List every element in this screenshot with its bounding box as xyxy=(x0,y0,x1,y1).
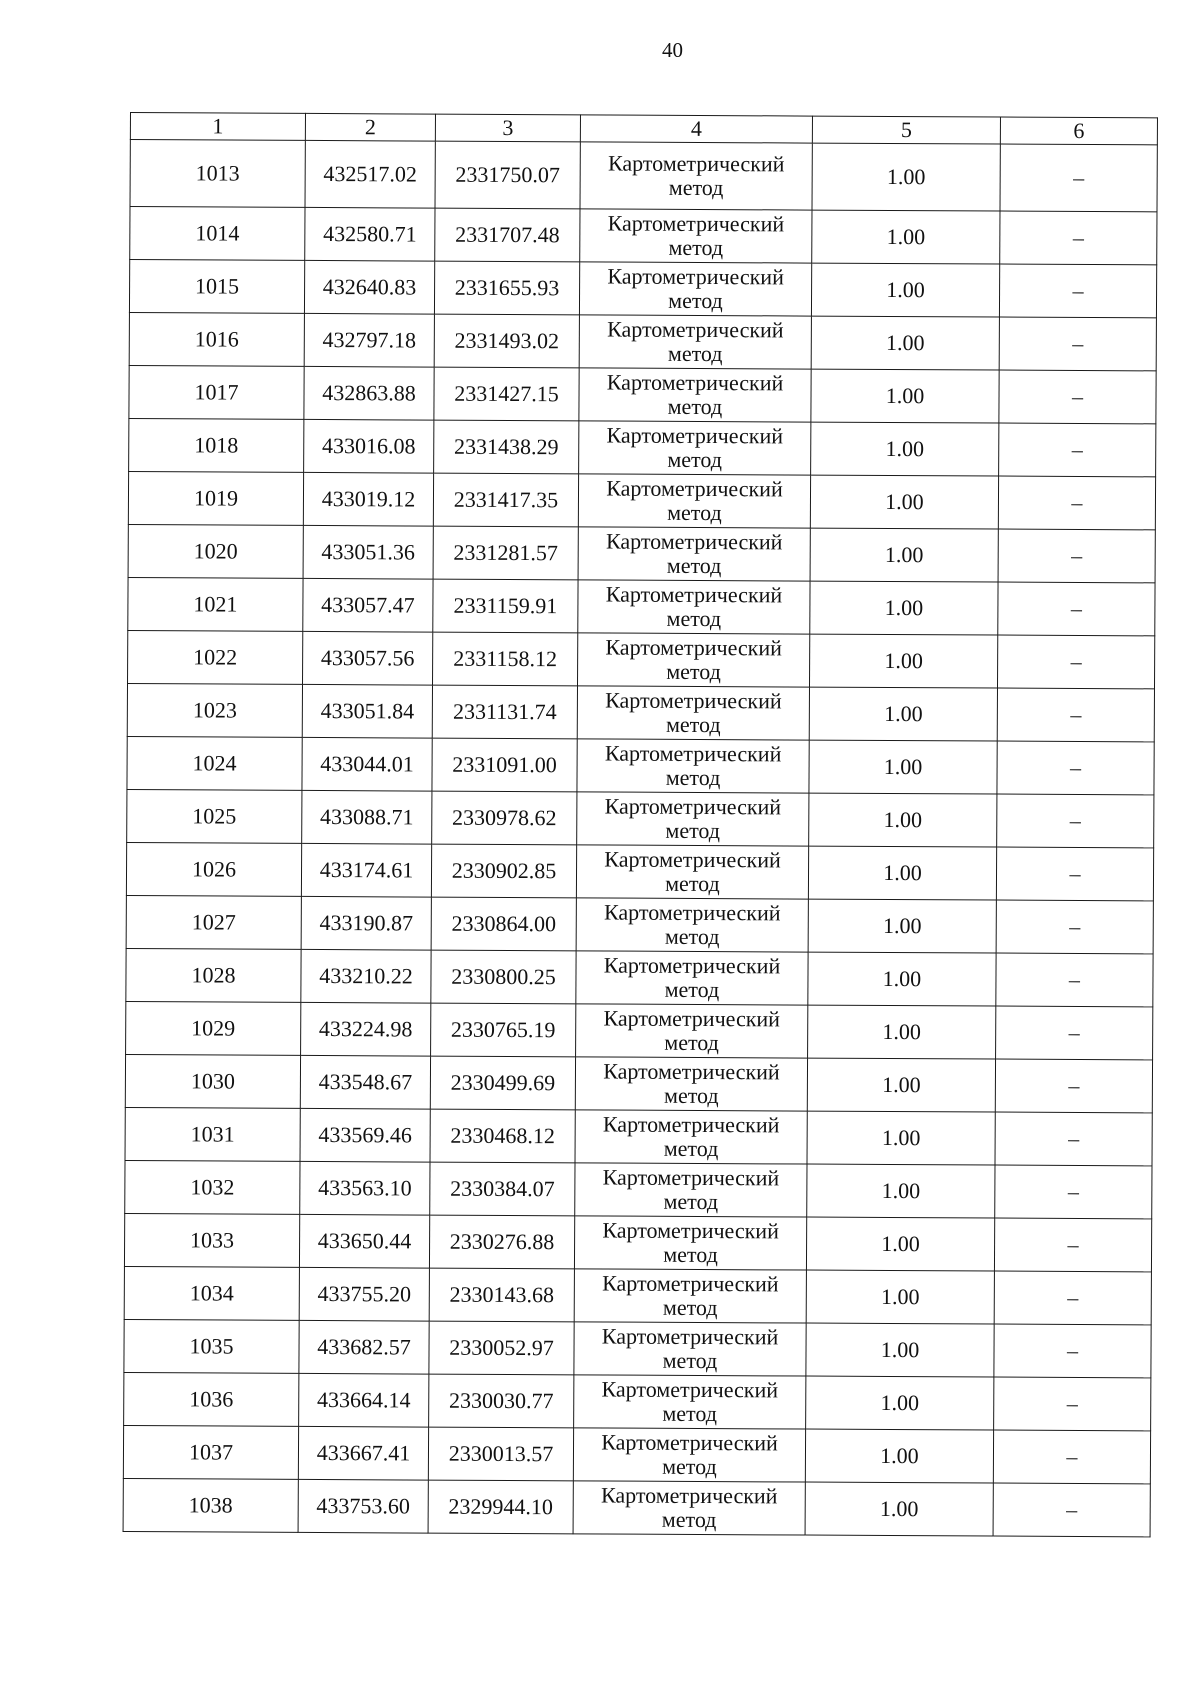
y-coordinate-cell: 2331707.48 xyxy=(435,208,580,262)
table-row xyxy=(123,1478,1150,1536)
method-text-line: метод xyxy=(664,923,720,950)
point-number-cell: 1034 xyxy=(124,1266,299,1320)
description-cell: – xyxy=(995,1059,1152,1113)
table-row xyxy=(129,260,1156,318)
method-text-line: Картометрический xyxy=(606,369,784,396)
y-coordinate-cell: 2331427.15 xyxy=(434,367,579,421)
precision-cell: 1.00 xyxy=(811,422,999,476)
point-number-cell: 1027 xyxy=(126,895,301,949)
y-coordinate-cell: 2329944.10 xyxy=(428,1480,573,1534)
x-coordinate-cell: 433051.36 xyxy=(303,525,433,579)
table-body xyxy=(123,140,1157,1537)
description-cell: – xyxy=(999,264,1156,318)
method-text-line: метод xyxy=(666,658,721,685)
x-coordinate-cell: 433667.41 xyxy=(298,1426,428,1480)
method-cell xyxy=(578,474,810,528)
description-cell: – xyxy=(997,635,1154,689)
precision-cell: 1.00 xyxy=(808,846,996,900)
method-text-line: метод xyxy=(668,174,724,201)
point-number-cell: 1022 xyxy=(128,630,303,684)
method-text-line: метод xyxy=(662,1294,718,1321)
method-cell xyxy=(578,527,810,581)
method-text-line: Картометрический xyxy=(605,634,783,661)
y-coordinate-cell: 2330013.57 xyxy=(428,1427,573,1481)
method-cell xyxy=(573,1481,805,1535)
column-header: 6 xyxy=(1000,117,1157,145)
x-coordinate-cell: 432797.18 xyxy=(304,313,434,367)
description-cell: – xyxy=(996,953,1153,1007)
y-coordinate-cell: 2331158.12 xyxy=(433,632,578,686)
description-cell: – xyxy=(993,1483,1150,1537)
method-text-line: Картометрический xyxy=(601,1323,779,1350)
point-number-cell: 1033 xyxy=(124,1213,299,1267)
description-cell: – xyxy=(996,847,1153,901)
method-text-line: Картометрический xyxy=(603,1058,780,1085)
point-number-cell: 1038 xyxy=(123,1478,298,1532)
description-cell: – xyxy=(997,741,1154,795)
precision-cell: 1.00 xyxy=(808,899,996,953)
precision-cell: 1.00 xyxy=(807,1058,995,1112)
method-text-line: Картометрический xyxy=(603,1005,781,1032)
table-row xyxy=(124,1213,1151,1271)
x-coordinate-cell: 433569.46 xyxy=(300,1108,430,1162)
precision-cell: 1.00 xyxy=(807,1111,995,1165)
method-cell xyxy=(579,262,811,316)
table-row xyxy=(126,1001,1153,1059)
method-cell xyxy=(573,1428,805,1482)
description-cell: – xyxy=(994,1324,1151,1378)
method-text-line: метод xyxy=(662,1400,718,1427)
precision-cell: 1.00 xyxy=(810,581,998,635)
description-cell: – xyxy=(994,1377,1151,1431)
method-text-line: Картометрический xyxy=(600,1482,778,1509)
method-text-line: метод xyxy=(662,1347,718,1374)
method-text-line: метод xyxy=(666,552,722,579)
description-cell: – xyxy=(997,688,1154,742)
table-row xyxy=(129,418,1156,476)
x-coordinate-cell: 433210.22 xyxy=(301,949,431,1003)
method-cell xyxy=(576,951,808,1005)
x-coordinate-cell: 433057.47 xyxy=(303,578,433,632)
method-text-line: Картометрический xyxy=(605,687,782,714)
method-text-line: метод xyxy=(662,1453,717,1480)
method-cell xyxy=(578,580,810,634)
method-cell xyxy=(576,845,808,899)
x-coordinate-cell: 433088.71 xyxy=(302,790,432,844)
precision-cell: 1.00 xyxy=(809,634,997,688)
precision-cell: 1.00 xyxy=(809,793,997,847)
method-text-line: метод xyxy=(663,1241,718,1268)
precision-cell: 1.00 xyxy=(810,475,998,529)
method-cell xyxy=(574,1216,806,1270)
x-coordinate-cell: 433664.14 xyxy=(299,1373,429,1427)
y-coordinate-cell: 2331493.02 xyxy=(434,314,579,368)
description-cell: – xyxy=(1000,211,1157,265)
method-text-line: Картометрический xyxy=(607,316,784,343)
table-row xyxy=(128,577,1155,635)
y-coordinate-cell: 2331281.57 xyxy=(433,526,578,580)
precision-cell: 1.00 xyxy=(810,528,998,582)
table-row xyxy=(124,1372,1151,1430)
point-number-cell: 1026 xyxy=(126,842,301,896)
method-cell xyxy=(579,421,811,475)
description-cell: – xyxy=(997,794,1154,848)
y-coordinate-cell: 2330864.00 xyxy=(431,897,576,951)
x-coordinate-cell: 433224.98 xyxy=(301,1002,431,1056)
table-row xyxy=(125,1054,1152,1112)
table-row xyxy=(127,736,1154,794)
table-row xyxy=(126,842,1153,900)
method-text-line: Картометрический xyxy=(603,952,781,979)
x-coordinate-cell: 432863.88 xyxy=(304,366,434,420)
y-coordinate-cell: 2331438.29 xyxy=(434,420,579,474)
x-coordinate-cell: 432640.83 xyxy=(304,260,434,314)
point-number-cell: 1013 xyxy=(130,140,305,208)
point-number-cell: 1021 xyxy=(128,577,303,631)
y-coordinate-cell: 2330052.97 xyxy=(429,1321,574,1375)
y-coordinate-cell: 2330276.88 xyxy=(429,1215,574,1269)
y-coordinate-cell: 2331655.93 xyxy=(434,261,579,315)
description-cell: – xyxy=(998,582,1155,636)
y-coordinate-cell: 2330800.25 xyxy=(431,950,576,1004)
table-row xyxy=(124,1319,1151,1377)
x-coordinate-cell: 433650.44 xyxy=(299,1214,429,1268)
column-header: 5 xyxy=(812,116,1000,144)
method-cell xyxy=(575,1057,807,1111)
table-row xyxy=(129,365,1156,423)
method-text-line: Картометрический xyxy=(604,899,781,926)
method-text-line: Картометрический xyxy=(602,1111,780,1138)
precision-cell: 1.00 xyxy=(811,316,999,370)
table-row xyxy=(129,312,1156,370)
point-number-cell: 1014 xyxy=(130,207,305,261)
method-text-line: метод xyxy=(667,340,723,367)
precision-cell: 1.00 xyxy=(808,1005,996,1059)
method-text-line: Картометрический xyxy=(601,1429,778,1456)
y-coordinate-cell: 2330902.85 xyxy=(431,844,576,898)
precision-cell: 1.00 xyxy=(806,1270,994,1324)
y-coordinate-cell: 2330468.12 xyxy=(430,1109,575,1163)
point-number-cell: 1031 xyxy=(125,1107,300,1161)
method-cell xyxy=(574,1375,806,1429)
table-row xyxy=(130,140,1157,212)
page-number: 40 xyxy=(662,38,683,62)
table-row xyxy=(125,1160,1152,1218)
method-text-line: метод xyxy=(665,817,721,844)
table-row xyxy=(128,630,1155,688)
method-text-line: Картометрический xyxy=(607,263,784,290)
method-text-line: метод xyxy=(667,393,723,420)
point-number-cell: 1018 xyxy=(129,418,304,472)
point-number-cell: 1025 xyxy=(127,789,302,843)
y-coordinate-cell: 2330978.62 xyxy=(432,791,577,845)
method-cell xyxy=(576,1004,808,1058)
point-number-cell: 1035 xyxy=(124,1319,299,1373)
description-cell: – xyxy=(994,1271,1151,1325)
method-text-line: метод xyxy=(667,499,722,526)
point-number-cell: 1037 xyxy=(123,1425,298,1479)
method-text-line: метод xyxy=(664,1029,719,1056)
x-coordinate-cell: 433755.20 xyxy=(299,1267,429,1321)
description-cell: – xyxy=(996,900,1153,954)
table-row xyxy=(125,1107,1152,1165)
x-coordinate-cell: 433019.12 xyxy=(303,472,433,526)
x-coordinate-cell: 432517.02 xyxy=(305,140,435,208)
method-text-line: Картометрический xyxy=(601,1376,779,1403)
method-cell xyxy=(579,315,811,369)
y-coordinate-cell: 2331091.00 xyxy=(432,738,577,792)
y-coordinate-cell: 2330143.68 xyxy=(429,1268,574,1322)
x-coordinate-cell: 433190.87 xyxy=(301,896,431,950)
description-cell: – xyxy=(993,1430,1150,1484)
y-coordinate-cell: 2331417.35 xyxy=(433,473,578,527)
x-coordinate-cell: 432580.71 xyxy=(305,207,435,261)
column-header: 4 xyxy=(580,115,812,143)
x-coordinate-cell: 433057.56 xyxy=(303,631,433,685)
method-cell xyxy=(575,1163,807,1217)
table-row xyxy=(127,789,1154,847)
coordinates-table xyxy=(123,112,1158,1537)
method-text-line: Картометрический xyxy=(606,475,783,502)
method-text-line: Картометрический xyxy=(605,581,783,608)
description-cell: – xyxy=(996,1006,1153,1060)
method-text-line: метод xyxy=(661,1506,717,1533)
precision-cell: 1.00 xyxy=(808,952,996,1006)
column-header: 1 xyxy=(130,113,305,141)
method-cell xyxy=(576,898,808,952)
table-row xyxy=(123,1425,1150,1483)
method-cell xyxy=(574,1269,806,1323)
x-coordinate-cell: 433016.08 xyxy=(304,419,434,473)
precision-cell: 1.00 xyxy=(806,1217,994,1271)
method-text-line: метод xyxy=(665,870,720,897)
method-cell xyxy=(574,1322,806,1376)
point-number-cell: 1020 xyxy=(128,524,303,578)
point-number-cell: 1019 xyxy=(128,471,303,525)
precision-cell: 1.00 xyxy=(809,740,997,794)
method-text-line: метод xyxy=(667,446,723,473)
method-text-line: метод xyxy=(668,287,723,314)
y-coordinate-cell: 2330030.77 xyxy=(429,1374,574,1428)
y-coordinate-cell: 2331131.74 xyxy=(432,685,577,739)
y-coordinate-cell: 2330384.07 xyxy=(430,1162,575,1216)
method-cell xyxy=(577,686,809,740)
description-cell: – xyxy=(998,529,1155,583)
description-cell: – xyxy=(998,476,1155,530)
method-text-line: Картометрический xyxy=(604,793,782,820)
point-number-cell: 1036 xyxy=(124,1372,299,1426)
method-text-line: метод xyxy=(664,976,720,1003)
method-text-line: Картометрический xyxy=(605,528,783,555)
description-cell: – xyxy=(995,1112,1152,1166)
y-coordinate-cell: 2330499.69 xyxy=(430,1056,575,1110)
point-number-cell: 1017 xyxy=(129,365,304,419)
method-cell xyxy=(580,209,812,263)
x-coordinate-cell: 433044.01 xyxy=(302,737,432,791)
x-coordinate-cell: 433051.84 xyxy=(302,684,432,738)
column-header: 2 xyxy=(305,113,435,141)
point-number-cell: 1030 xyxy=(125,1054,300,1108)
precision-cell: 1.00 xyxy=(806,1376,994,1430)
method-text-line: метод xyxy=(668,234,724,261)
method-cell xyxy=(577,739,809,793)
precision-cell: 1.00 xyxy=(805,1482,993,1536)
method-cell xyxy=(578,633,810,687)
x-coordinate-cell: 433548.67 xyxy=(300,1055,430,1109)
y-coordinate-cell: 2330765.19 xyxy=(431,1003,576,1057)
precision-cell: 1.00 xyxy=(812,143,1000,211)
method-text-line: метод xyxy=(663,1082,719,1109)
method-text-line: Картометрический xyxy=(607,210,785,237)
precision-cell: 1.00 xyxy=(811,263,999,317)
method-cell xyxy=(575,1110,807,1164)
method-text-line: метод xyxy=(665,711,721,738)
method-cell xyxy=(577,792,809,846)
point-number-cell: 1029 xyxy=(126,1001,301,1055)
point-number-cell: 1024 xyxy=(127,736,302,790)
table-row xyxy=(128,524,1155,582)
precision-cell: 1.00 xyxy=(809,687,997,741)
method-text-line: Картометрический xyxy=(604,846,781,873)
point-number-cell: 1032 xyxy=(125,1160,300,1214)
table-row xyxy=(127,683,1154,741)
method-text-line: Картометрический xyxy=(606,422,784,449)
precision-cell: 1.00 xyxy=(806,1323,994,1377)
method-text-line: метод xyxy=(663,1188,719,1215)
method-text-line: Картометрический xyxy=(604,740,782,767)
method-text-line: Картометрический xyxy=(602,1270,779,1297)
method-text-line: Картометрический xyxy=(607,150,785,177)
method-text-line: метод xyxy=(665,764,721,791)
point-number-cell: 1015 xyxy=(129,260,304,314)
x-coordinate-cell: 433753.60 xyxy=(298,1479,428,1533)
precision-cell: 1.00 xyxy=(812,210,1000,264)
point-number-cell: 1028 xyxy=(126,948,301,1002)
description-cell: – xyxy=(999,423,1156,477)
method-cell xyxy=(579,368,811,422)
method-text-line: Картометрический xyxy=(602,1164,780,1191)
y-coordinate-cell: 2331750.07 xyxy=(435,141,580,209)
description-cell: – xyxy=(995,1165,1152,1219)
table-row xyxy=(126,895,1153,953)
description-cell: – xyxy=(994,1218,1151,1272)
method-text-line: Картометрический xyxy=(602,1217,779,1244)
description-cell: – xyxy=(999,370,1156,424)
x-coordinate-cell: 433682.57 xyxy=(299,1320,429,1374)
table-row xyxy=(124,1266,1151,1324)
precision-cell: 1.00 xyxy=(805,1429,993,1483)
description-cell: – xyxy=(1000,144,1157,212)
method-text-line: метод xyxy=(663,1135,719,1162)
x-coordinate-cell: 433563.10 xyxy=(300,1161,430,1215)
description-cell: – xyxy=(999,317,1156,371)
precision-cell: 1.00 xyxy=(807,1164,995,1218)
table-row xyxy=(126,948,1153,1006)
table-row xyxy=(128,471,1155,529)
column-header: 3 xyxy=(435,114,580,142)
method-text-line: метод xyxy=(666,605,722,632)
y-coordinate-cell: 2331159.91 xyxy=(433,579,578,633)
point-number-cell: 1023 xyxy=(127,683,302,737)
x-coordinate-cell: 433174.61 xyxy=(301,843,431,897)
table-row xyxy=(130,207,1157,265)
method-cell xyxy=(580,142,812,210)
precision-cell: 1.00 xyxy=(811,369,999,423)
point-number-cell: 1016 xyxy=(129,312,304,366)
